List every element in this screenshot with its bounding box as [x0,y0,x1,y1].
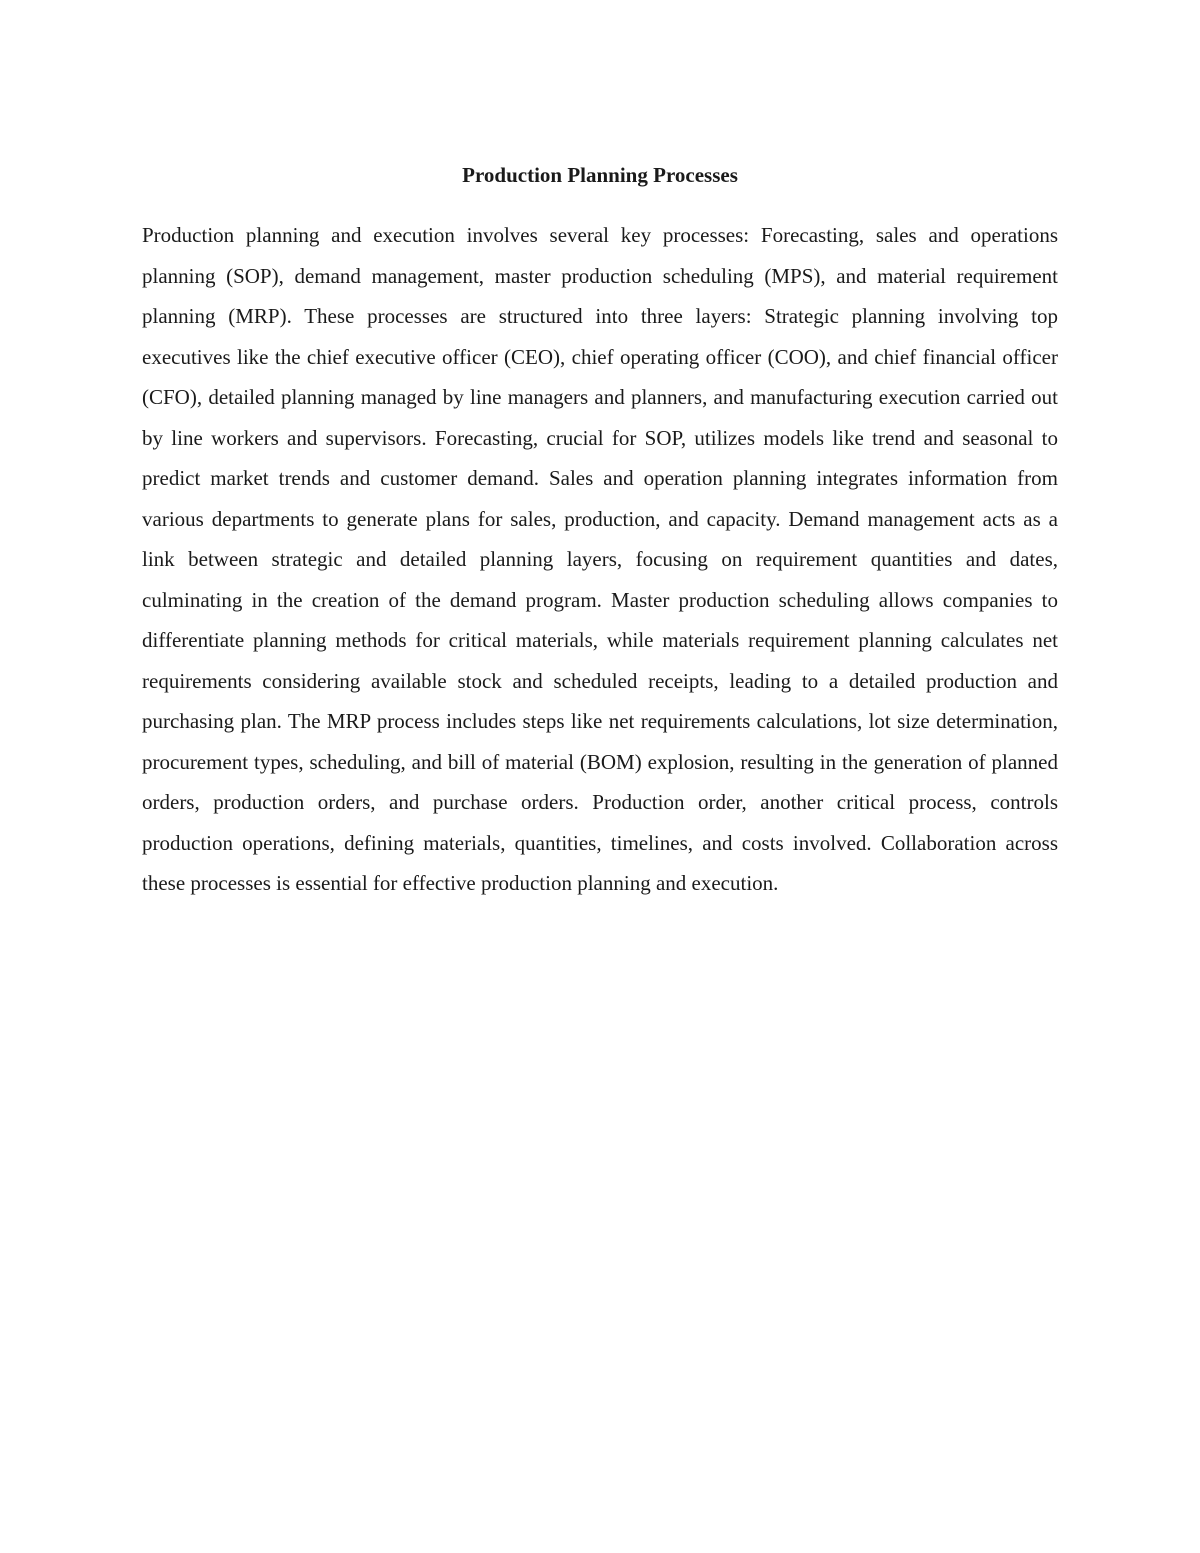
document-title: Production Planning Processes [462,163,738,187]
document-paragraph: Production planning and execution involves several key processes: Forecasting, sales and operations planning (SOP), demand management, master production scheduling (MPS), and material requirement planning (MRP). These processes are structured into three layers: Strategic planning involving top executives like the chief executive officer (CEO), chief operating officer (COO), and chief financial officer (CFO), detailed planning managed by line managers and planners, and manufacturing execution carried out by line workers and supervisors. Forecasting, crucial for SOP, utilizes models like trend and seasonal to predict market trends and customer demand. Sales and operation planning integrates information from various departments to generate plans for sales, production, and capacity. Demand management acts as a link between strategic and detailed planning layers, focusing on requirement quantities and dates, culminating in the creation of the demand program. Master production scheduling allows companies to differentiate planning methods for critical materials, while materials requirement planning calculates net requirements considering available stock and scheduled receipts, leading to a detailed production and purchasing plan. The MRP process includes steps like net requirements calculations, lot size determination, procurement types, scheduling, and bill of material (BOM) explosion, resulting in the generation of planned orders, production orders, and purchase orders. Production order, another critical process, controls production operations, defining materials, quantities, timelines, and costs involved. Collaboration across these processes is essential for effective production planning and execution. [142,223,1058,895]
